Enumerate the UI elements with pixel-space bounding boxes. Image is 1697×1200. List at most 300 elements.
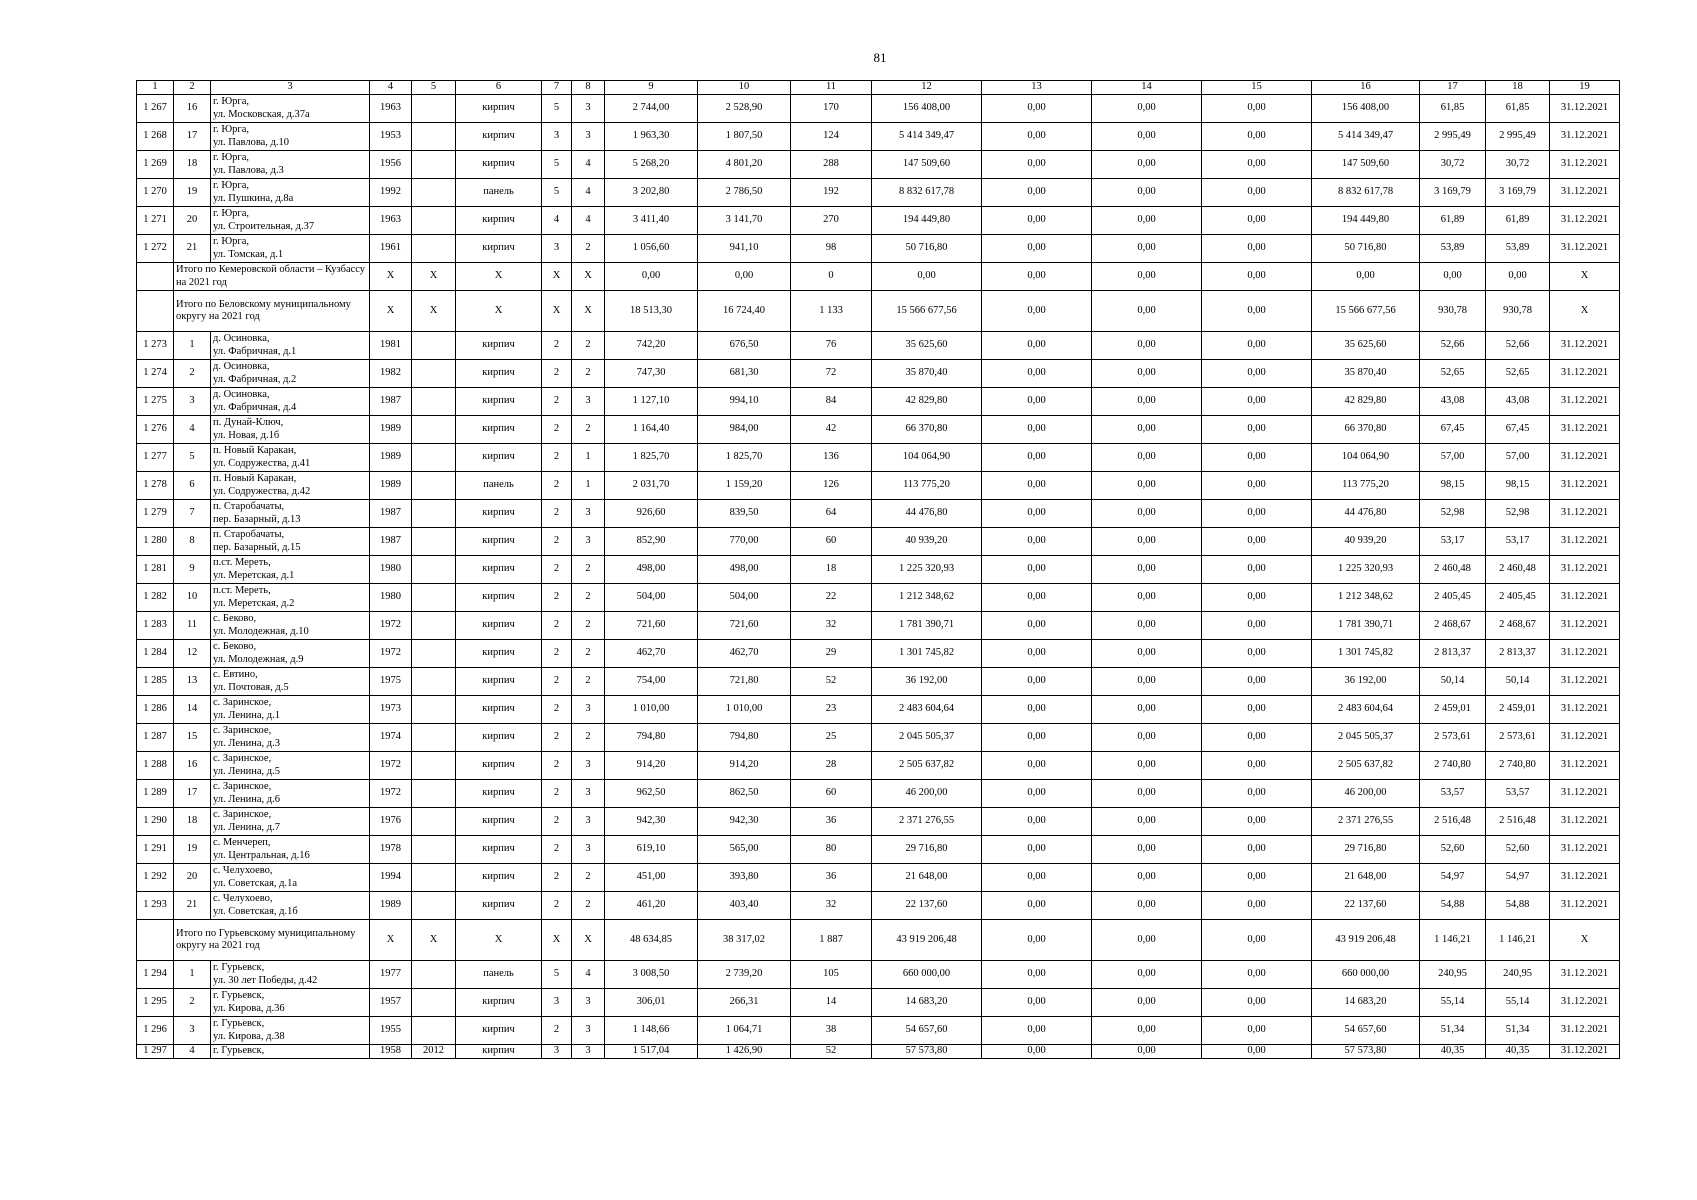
table-cell: 20 [174, 864, 211, 892]
table-cell: 0,00 [1092, 612, 1202, 640]
table-cell: 2 045 505,37 [1312, 724, 1420, 752]
table-cell: 1 278 [137, 472, 174, 500]
table-cell: 0,00 [1092, 808, 1202, 836]
table-cell: 0,00 [1202, 556, 1312, 584]
table-cell: 31.12.2021 [1550, 640, 1620, 668]
table-cell: кирпич [456, 95, 542, 123]
table-cell: 3 [572, 95, 605, 123]
table-cell: 53,89 [1420, 235, 1486, 263]
table-cell: 2 468,67 [1486, 612, 1550, 640]
table-cell: 3 [542, 989, 572, 1017]
table-cell: 498,00 [698, 556, 791, 584]
table-cell [412, 836, 456, 864]
table-cell: 29 [791, 640, 872, 668]
table-cell: 0,00 [1202, 360, 1312, 388]
table-cell: 1989 [370, 892, 412, 920]
table-cell: 10 [174, 584, 211, 612]
table-cell: 0,00 [1202, 179, 1312, 207]
table-cell [412, 612, 456, 640]
table-cell: 0,00 [1092, 500, 1202, 528]
table-cell: 0,00 [1092, 668, 1202, 696]
table-cell: 0,00 [1202, 1017, 1312, 1045]
table-row [137, 961, 1620, 989]
table-cell: 52,98 [1486, 500, 1550, 528]
table-cell: 3 [572, 1017, 605, 1045]
table-cell: 0,00 [1202, 920, 1312, 961]
address-cell: с. Беково, ул. Молодежная, д.9 [211, 640, 370, 668]
subtotal-label: Итого по Кемеровской области – Кузбассу на 2021 год [174, 263, 370, 291]
table-row [137, 388, 1620, 416]
table-cell: 1 146,21 [1420, 920, 1486, 961]
table-cell: 31.12.2021 [1550, 989, 1620, 1017]
table-cell: 61,85 [1420, 95, 1486, 123]
table-cell: 0,00 [1202, 836, 1312, 864]
table-cell: 2 460,48 [1486, 556, 1550, 584]
table-cell: 53,89 [1486, 235, 1550, 263]
table-cell: 1 289 [137, 780, 174, 808]
table-cell: 2 [542, 836, 572, 864]
table-cell: 1 [174, 332, 211, 360]
table-cell: 1 301 745,82 [1312, 640, 1420, 668]
table-cell [412, 123, 456, 151]
table-cell: 84 [791, 388, 872, 416]
table-cell: 0,00 [1092, 416, 1202, 444]
table-cell: 1980 [370, 584, 412, 612]
subtotal-row [137, 263, 1620, 291]
table-cell: 113 775,20 [1312, 472, 1420, 500]
address-cell: п.ст. Мереть, ул. Меретская, д.1 [211, 556, 370, 584]
table-row [137, 989, 1620, 1017]
table-cell: 1 807,50 [698, 123, 791, 151]
table-cell: 0 [791, 263, 872, 291]
table-cell: 794,80 [698, 724, 791, 752]
table-cell: 0,00 [1092, 752, 1202, 780]
table-cell: 31.12.2021 [1550, 332, 1620, 360]
table-cell: 2 516,48 [1420, 808, 1486, 836]
table-cell: 43 919 206,48 [1312, 920, 1420, 961]
table-cell: 984,00 [698, 416, 791, 444]
table-cell: X [542, 263, 572, 291]
table-cell [412, 724, 456, 752]
table-cell: 1989 [370, 444, 412, 472]
table-cell: кирпич [456, 864, 542, 892]
table-cell: 40,35 [1486, 1045, 1550, 1059]
table-cell: 0,00 [1202, 500, 1312, 528]
table-cell: 0,00 [982, 1017, 1092, 1045]
table-cell: 3 [572, 696, 605, 724]
table-cell: 2 [542, 472, 572, 500]
table-cell: 3 [174, 1017, 211, 1045]
table-cell: 147 509,60 [872, 151, 982, 179]
address-cell: г. Гурьевск, ул. Кирова, д.36 [211, 989, 370, 1017]
table-cell: 0,00 [982, 961, 1092, 989]
table-cell: кирпич [456, 612, 542, 640]
table-cell: 1953 [370, 123, 412, 151]
table-cell: 461,20 [605, 892, 698, 920]
address-cell: п. Дунай-Ключ, ул. Новая, д.1б [211, 416, 370, 444]
table-cell: 31.12.2021 [1550, 724, 1620, 752]
table-cell: 0,00 [1092, 263, 1202, 291]
table-cell: кирпич [456, 752, 542, 780]
table-cell: 18 513,30 [605, 291, 698, 332]
table-cell: 565,00 [698, 836, 791, 864]
table-cell: 22 [791, 584, 872, 612]
table-cell: X [370, 263, 412, 291]
table-cell: 35 625,60 [1312, 332, 1420, 360]
table-cell: 136 [791, 444, 872, 472]
table-cell: 52,65 [1486, 360, 1550, 388]
table-cell: панель [456, 472, 542, 500]
table-cell: кирпич [456, 780, 542, 808]
table-cell [412, 556, 456, 584]
table-cell: 3 202,80 [605, 179, 698, 207]
address-cell: п. Старобачаты, пер. Базарный, д.13 [211, 500, 370, 528]
table-cell: 498,00 [605, 556, 698, 584]
table-cell: 50 716,80 [872, 235, 982, 263]
table-row [137, 416, 1620, 444]
table-cell: 15 566 677,56 [872, 291, 982, 332]
table-cell: 0,00 [1092, 332, 1202, 360]
table-cell: 2 371 276,55 [872, 808, 982, 836]
table-cell: 2 813,37 [1486, 640, 1550, 668]
column-number-header: 17 [1420, 81, 1486, 95]
table-cell: 2 [572, 864, 605, 892]
table-cell: 57,00 [1420, 444, 1486, 472]
table-cell: 31.12.2021 [1550, 444, 1620, 472]
table-cell: 2 405,45 [1486, 584, 1550, 612]
table-cell: 2012 [412, 1045, 456, 1059]
table-cell: 2 [174, 989, 211, 1017]
table-cell: 0,00 [1092, 207, 1202, 235]
table-cell: 0,00 [982, 207, 1092, 235]
address-cell: г. Юрга, ул. Павлова, д.10 [211, 123, 370, 151]
table-cell: 0,00 [982, 864, 1092, 892]
table-cell: 1975 [370, 668, 412, 696]
table-cell: 2 483 604,64 [1312, 696, 1420, 724]
table-cell: 0,00 [1092, 472, 1202, 500]
table-cell: 38 [791, 1017, 872, 1045]
table-cell: 13 [174, 668, 211, 696]
table-cell: 1 010,00 [698, 696, 791, 724]
table-cell: 962,50 [605, 780, 698, 808]
table-cell: 2 [572, 640, 605, 668]
table-cell: 403,40 [698, 892, 791, 920]
table-cell: 52,66 [1486, 332, 1550, 360]
table-cell: 2 [542, 668, 572, 696]
table-cell: 3 [572, 836, 605, 864]
table-cell: 32 [791, 612, 872, 640]
table-cell: 31.12.2021 [1550, 1017, 1620, 1045]
table-cell: панель [456, 179, 542, 207]
table-cell: 681,30 [698, 360, 791, 388]
table-cell: 54,97 [1486, 864, 1550, 892]
table-cell: 0,00 [698, 263, 791, 291]
subtotal-row [137, 920, 1620, 961]
table-cell: 0,00 [982, 528, 1092, 556]
table-cell: 1 212 348,62 [872, 584, 982, 612]
table-cell: 0,00 [1202, 668, 1312, 696]
table-cell: 43,08 [1420, 388, 1486, 416]
table-cell: 0,00 [1420, 263, 1486, 291]
table-row [137, 1017, 1620, 1045]
table-cell: 0,00 [1092, 291, 1202, 332]
table-cell [412, 808, 456, 836]
table-cell: 994,10 [698, 388, 791, 416]
table-cell: 2 483 604,64 [872, 696, 982, 724]
address-cell: г. Гурьевск, [211, 1045, 370, 1059]
address-cell: д. Осиновка, ул. Фабричная, д.4 [211, 388, 370, 416]
address-cell: с. Менчереп, ул. Центральная, д.16 [211, 836, 370, 864]
table-cell: 0,00 [1092, 989, 1202, 1017]
table-cell: 1 281 [137, 556, 174, 584]
table-cell: кирпич [456, 1045, 542, 1059]
table-cell: 7 [174, 500, 211, 528]
table-cell: 504,00 [698, 584, 791, 612]
table-row [137, 780, 1620, 808]
table-cell: X [456, 920, 542, 961]
table-cell: 80 [791, 836, 872, 864]
table-cell: 0,00 [1092, 892, 1202, 920]
table-cell: 16 [174, 752, 211, 780]
table-cell: 60 [791, 780, 872, 808]
table-cell: 29 716,80 [1312, 836, 1420, 864]
table-cell: 0,00 [982, 920, 1092, 961]
column-number-header: 18 [1486, 81, 1550, 95]
subtotal-label: Итого по Беловскому муниципальному округу на 2021 год [174, 291, 370, 332]
table-cell: 1 301 745,82 [872, 640, 982, 668]
table-cell [412, 416, 456, 444]
table-cell: 42 829,80 [872, 388, 982, 416]
table-cell: 31.12.2021 [1550, 1045, 1620, 1059]
table-cell: X [542, 291, 572, 332]
table-cell: 941,10 [698, 235, 791, 263]
table-cell: 1982 [370, 360, 412, 388]
table-cell: 2 [542, 1017, 572, 1045]
table-cell: 67,45 [1486, 416, 1550, 444]
table-cell: 3 008,50 [605, 961, 698, 989]
table-cell: 2 031,70 [605, 472, 698, 500]
table-cell: 2 [542, 892, 572, 920]
table-cell: 31.12.2021 [1550, 836, 1620, 864]
table-row [137, 556, 1620, 584]
table-cell: 31.12.2021 [1550, 95, 1620, 123]
table-cell: 0,00 [982, 780, 1092, 808]
table-cell: 1 825,70 [605, 444, 698, 472]
table-cell: 2 [542, 864, 572, 892]
table-cell: 1 286 [137, 696, 174, 724]
address-cell: с. Заринское, ул. Ленина, д.1 [211, 696, 370, 724]
table-cell: 0,00 [982, 584, 1092, 612]
table-cell: 926,60 [605, 500, 698, 528]
table-row [137, 808, 1620, 836]
table-cell: 1 517,04 [605, 1045, 698, 1059]
column-number-header: 8 [572, 81, 605, 95]
table-cell: 1 285 [137, 668, 174, 696]
table-cell: 18 [174, 151, 211, 179]
table-cell: X [412, 263, 456, 291]
table-cell: 2 [572, 668, 605, 696]
table-cell: 0,00 [982, 179, 1092, 207]
table-cell: 1 275 [137, 388, 174, 416]
table-cell: 0,00 [982, 556, 1092, 584]
table-cell: 930,78 [1420, 291, 1486, 332]
table-cell: кирпич [456, 416, 542, 444]
address-cell: п. Новый Каракан, ул. Содружества, д.41 [211, 444, 370, 472]
table-cell: 3 [572, 752, 605, 780]
table-cell: 3 169,79 [1486, 179, 1550, 207]
table-cell: 0,00 [1202, 416, 1312, 444]
table-cell: 2 573,61 [1420, 724, 1486, 752]
table-cell: 4 [174, 416, 211, 444]
table-cell: X [370, 291, 412, 332]
table-cell [412, 332, 456, 360]
table-cell: 36 192,00 [872, 668, 982, 696]
table-cell: 1961 [370, 235, 412, 263]
table-cell: 2 468,67 [1420, 612, 1486, 640]
table-cell: 0,00 [1092, 123, 1202, 151]
table-cell: 0,00 [1092, 961, 1202, 989]
table-cell: 50,14 [1486, 668, 1550, 696]
table-cell: 55,14 [1420, 989, 1486, 1017]
table-cell: 31.12.2021 [1550, 416, 1620, 444]
table-cell: 1 [572, 444, 605, 472]
table-cell: панель [456, 961, 542, 989]
table-cell: 270 [791, 207, 872, 235]
table-cell: 0,00 [1092, 444, 1202, 472]
table-cell: 0,00 [1092, 640, 1202, 668]
table-cell: 98 [791, 235, 872, 263]
column-number-header: 13 [982, 81, 1092, 95]
table-row [137, 179, 1620, 207]
table-cell: 0,00 [1202, 151, 1312, 179]
table-cell: 9 [174, 556, 211, 584]
table-cell: 0,00 [1092, 151, 1202, 179]
table-cell: 0,00 [1202, 612, 1312, 640]
table-row [137, 444, 1620, 472]
table-cell: 1 426,90 [698, 1045, 791, 1059]
table-cell: 3 [174, 388, 211, 416]
table-cell: 124 [791, 123, 872, 151]
subtotal-label: Итого по Гурьевскому муниципальному округу на 2021 год [174, 920, 370, 961]
table-cell: 40 939,20 [872, 528, 982, 556]
table-cell: 31.12.2021 [1550, 752, 1620, 780]
address-cell: с. Заринское, ул. Ленина, д.7 [211, 808, 370, 836]
table-cell: X [1550, 263, 1620, 291]
table-cell: 126 [791, 472, 872, 500]
table-cell: 0,00 [1202, 989, 1312, 1017]
column-number-header: 11 [791, 81, 872, 95]
table-cell: 43,08 [1486, 388, 1550, 416]
table-cell: 15 566 677,56 [1312, 291, 1420, 332]
table-cell: 942,30 [605, 808, 698, 836]
address-cell: п.ст. Мереть, ул. Меретская, д.2 [211, 584, 370, 612]
table-cell: 1 272 [137, 235, 174, 263]
table-cell: 1972 [370, 612, 412, 640]
table-cell: 240,95 [1486, 961, 1550, 989]
table-cell: 0,00 [982, 668, 1092, 696]
table-cell: кирпич [456, 388, 542, 416]
table-cell: 21 [174, 892, 211, 920]
table-cell: 52,60 [1420, 836, 1486, 864]
table-cell: 2 [572, 892, 605, 920]
table-cell: кирпич [456, 444, 542, 472]
table-cell: 51,34 [1486, 1017, 1550, 1045]
table-cell: X [456, 263, 542, 291]
table-cell: 754,00 [605, 668, 698, 696]
table-cell: 0,00 [1202, 472, 1312, 500]
table-cell: 0,00 [1202, 388, 1312, 416]
table-cell: 11 [174, 612, 211, 640]
table-cell: 1 271 [137, 207, 174, 235]
table-cell: 2 995,49 [1420, 123, 1486, 151]
table-cell: 8 [174, 528, 211, 556]
table-cell: 1 287 [137, 724, 174, 752]
address-cell: с. Евтино, ул. Почтовая, д.5 [211, 668, 370, 696]
table-cell: 25 [791, 724, 872, 752]
table-cell: 240,95 [1420, 961, 1486, 989]
table-cell [137, 263, 174, 291]
table-cell: 3 [572, 500, 605, 528]
table-cell: 156 408,00 [872, 95, 982, 123]
table-cell: 1 283 [137, 612, 174, 640]
table-row [137, 836, 1620, 864]
table-cell: 3 141,70 [698, 207, 791, 235]
table-cell: 5 414 349,47 [872, 123, 982, 151]
address-cell: д. Осиновка, ул. Фабричная, д.2 [211, 360, 370, 388]
table-row [137, 752, 1620, 780]
table-cell: 0,00 [1202, 95, 1312, 123]
table-cell: 2 459,01 [1486, 696, 1550, 724]
table-cell: 44 476,80 [1312, 500, 1420, 528]
table-cell: 1 277 [137, 444, 174, 472]
table-row [137, 1045, 1620, 1059]
table-cell: 52 [791, 668, 872, 696]
table-cell: 3 [572, 528, 605, 556]
table-cell: 170 [791, 95, 872, 123]
table-cell: 31.12.2021 [1550, 556, 1620, 584]
address-cell: г. Юрга, ул. Московская, д.37а [211, 95, 370, 123]
table-cell: 721,60 [605, 612, 698, 640]
table-cell: 52,66 [1420, 332, 1486, 360]
table-cell: 4 [174, 1045, 211, 1059]
table-cell: 31.12.2021 [1550, 584, 1620, 612]
table-row [137, 151, 1620, 179]
table-cell: 462,70 [605, 640, 698, 668]
table-cell: 32 [791, 892, 872, 920]
table-cell: 31.12.2021 [1550, 123, 1620, 151]
table-cell: 862,50 [698, 780, 791, 808]
table-cell: 794,80 [605, 724, 698, 752]
table-cell: 60 [791, 528, 872, 556]
column-number-header: 4 [370, 81, 412, 95]
table-cell: 52,98 [1420, 500, 1486, 528]
table-cell: 54,88 [1486, 892, 1550, 920]
table-cell: 50,14 [1420, 668, 1486, 696]
table-cell: 76 [791, 332, 872, 360]
table-cell: 55,14 [1486, 989, 1550, 1017]
table-cell: 2 460,48 [1420, 556, 1486, 584]
table-cell: кирпич [456, 836, 542, 864]
table-cell: X [1550, 920, 1620, 961]
table-row [137, 612, 1620, 640]
column-number-header: 5 [412, 81, 456, 95]
table-cell: 0,00 [1092, 360, 1202, 388]
table-cell: 19 [174, 836, 211, 864]
table-cell: 4 [572, 207, 605, 235]
table-cell: X [572, 263, 605, 291]
table-cell: 61,89 [1420, 207, 1486, 235]
table-row [137, 528, 1620, 556]
